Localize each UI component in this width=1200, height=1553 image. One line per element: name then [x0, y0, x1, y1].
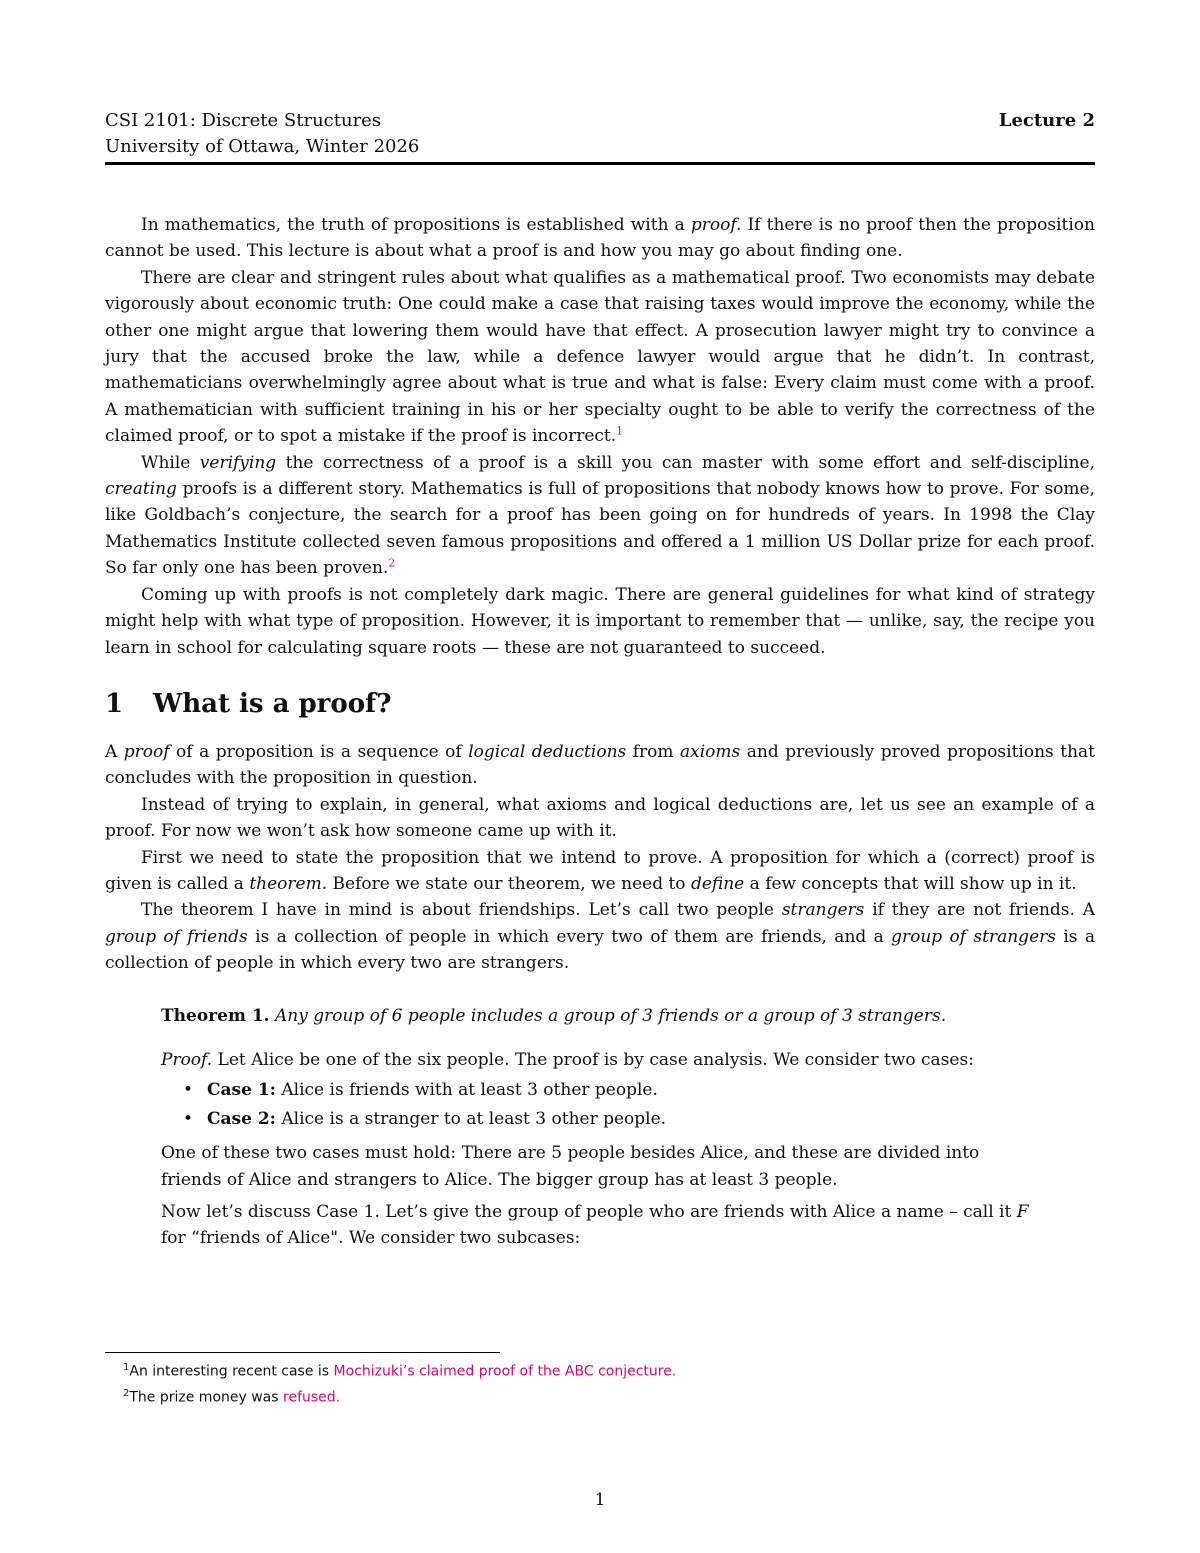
emphasis: logical deductions	[468, 741, 627, 762]
footnote-1-link[interactable]: 1	[616, 424, 624, 438]
text-span: from	[626, 741, 681, 762]
proof-intro	[161, 1047, 1039, 1073]
text-span: the correctness of a proof is a skill you can master with some effort and self-discipline,	[276, 452, 1096, 473]
section-number: 1	[105, 688, 124, 719]
text-span: An interesting recent case is	[129, 1363, 334, 1380]
proof-label: Proof.	[161, 1049, 213, 1070]
text-span: and previously proved propositions that concludes with the proposition in question.	[105, 741, 1095, 789]
case-text: Alice is friends with at least 3 other people.	[275, 1080, 658, 1101]
emphasis: F	[1016, 1202, 1029, 1222]
proof-block	[161, 1047, 1039, 1252]
case-label: Case 2:	[207, 1108, 276, 1129]
emphasis: creating	[105, 479, 177, 500]
footnote-rule	[105, 1352, 500, 1353]
refused-link[interactable]: refused.	[283, 1389, 341, 1406]
intro-paragraph-2	[105, 265, 1095, 450]
emphasis: strangers	[781, 900, 865, 921]
bullet-icon: •	[183, 1080, 194, 1101]
intro-paragraph-4: Coming up with proofs is not completely dark magic. There are general guidelines for what kind of strategy might help with what type of proposition. However, it is important to remember that — unlike, say, the recipe you learn in school for calculating square roots — these are not guaranteed to succeed.	[105, 584, 1095, 658]
theorem-block	[161, 1003, 1039, 1029]
text-span: The prize money was	[129, 1389, 284, 1406]
emphasis: proof	[123, 741, 170, 762]
text-span: A	[105, 741, 124, 762]
text-span: First we need to state the proposition that we intend to prove. A proposition for which a (correct) proof is given is called a	[105, 847, 1095, 894]
intro-paragraph-3	[105, 450, 1095, 582]
text-span: In mathematics, the truth of propositions is established with a	[141, 215, 691, 235]
document-body	[105, 212, 1095, 1252]
list-item	[183, 1106, 1039, 1132]
text-span: The theorem I have in mind is about friendships. Let’s call two people	[141, 900, 782, 921]
text-span: proofs is a different story. Mathematics is full of propositions that nobody knows how to prove. For some, like Goldbach’s conjecture, the search for a proof has been going on for hundreds of years. In 1998 the Clay Mathematics Institute collected seven famous propositions and offered a 1 million US Dollar prize for each proof. So far only one has been proven.	[105, 479, 1095, 579]
case-label: Case 1:	[207, 1080, 276, 1101]
proof-paragraph-3	[161, 1199, 1039, 1252]
document-page	[105, 0, 1095, 1553]
section-paragraph-3	[105, 845, 1095, 898]
mochizuki-link[interactable]: Mochizuki’s claimed proof of the ABC conjecture.	[333, 1363, 677, 1380]
text-span: There are clear and stringent rules about what qualifies as a mathematical proof. Two economists may debate vigorously about economic truth: One could make a case that raising taxes would improve the economy, while the other one might argue that lowering them would have that effect. A prosecution lawyer might try to convince a jury that the accused broke the law, while a defence lawyer would argue that he didn’t. In contrast, mathematicians overwhelmingly agree about what is true and what is false: Every claim must come with a proof. A mathematician with sufficient training in his or her specialty ought to be able to verify the correctness of the claimed proof, or to spot a mistake if the proof is incorrect.	[105, 267, 1095, 447]
text-span: Before we state our theorem, we need to	[327, 873, 691, 894]
section-paragraph-4	[105, 897, 1095, 976]
text-span: if they are not friends. A	[864, 900, 1096, 921]
emphasis: verifying	[199, 452, 277, 473]
footnote-number: 1	[123, 1362, 130, 1373]
university-line: University of Ottawa, Winter 2026	[105, 136, 420, 157]
section-title: What is a proof?	[153, 688, 392, 719]
footnote-1	[123, 1357, 676, 1383]
case-text: Alice is a stranger to at least 3 other people.	[275, 1108, 667, 1129]
text-span: is a collection of people in which every two of them are friends, and a	[247, 926, 892, 947]
intro-paragraph-1	[105, 212, 1095, 265]
emphasis: group of strangers	[891, 926, 1056, 947]
section-heading	[105, 687, 1095, 721]
footnote-2-link[interactable]: 2	[388, 556, 396, 570]
emphasis: axioms	[680, 741, 741, 762]
emphasis: proof.	[690, 215, 742, 235]
section-paragraph-1	[105, 739, 1095, 792]
lecture-label: Lecture 2	[998, 110, 1095, 131]
bullet-icon: •	[183, 1108, 194, 1129]
footnote-number: 2	[123, 1387, 130, 1399]
section-paragraph-2: Instead of trying to explain, in general, what axioms and logical deductions are, let us see an example of a proof. For now we won’t ask how someone came up with it.	[105, 794, 1095, 842]
case-list	[161, 1077, 1039, 1132]
text-span: While	[141, 452, 200, 473]
page-number: 1	[594, 1490, 606, 1510]
text-span: of a proposition is a sequence of	[169, 741, 469, 762]
emphasis: define	[690, 873, 745, 894]
header-rule	[105, 162, 1095, 165]
page-header	[105, 108, 1095, 160]
text-span: for “friends of Alice". We consider two subcases:	[161, 1228, 581, 1249]
emphasis: group of friends	[105, 926, 248, 947]
text-span: is a collection of people in which every two are strangers.	[105, 926, 1095, 974]
list-item	[183, 1077, 1039, 1103]
text-span: Let Alice be one of the six people. The proof is by case analysis. We consider two cases:	[212, 1049, 974, 1070]
footnote-2	[123, 1383, 676, 1409]
course-title: CSI 2101: Discrete Structures	[105, 110, 382, 131]
emphasis: theorem.	[249, 873, 328, 894]
theorem-label: Theorem 1.	[161, 1005, 270, 1026]
text-span: If there is no proof then the proposition cannot be used. This lecture is about what a proof is and how you may go about finding one.	[105, 215, 1095, 262]
theorem-statement: Any group of 6 people includes a group of 3 friends or a group of 3 strangers.	[275, 1005, 947, 1026]
text-span: a few concepts that will show up in it.	[744, 873, 1077, 894]
proof-paragraph-2: One of these two cases must hold: There are 5 people besides Alice, and these are divided into friends of Alice and strangers to Alice. The bigger group has at least 3 people.	[161, 1143, 980, 1190]
footnotes	[123, 1357, 676, 1408]
text-span: Now let’s discuss Case 1. Let’s give the group of people who are friends with Alice a name – call it	[161, 1202, 1017, 1222]
